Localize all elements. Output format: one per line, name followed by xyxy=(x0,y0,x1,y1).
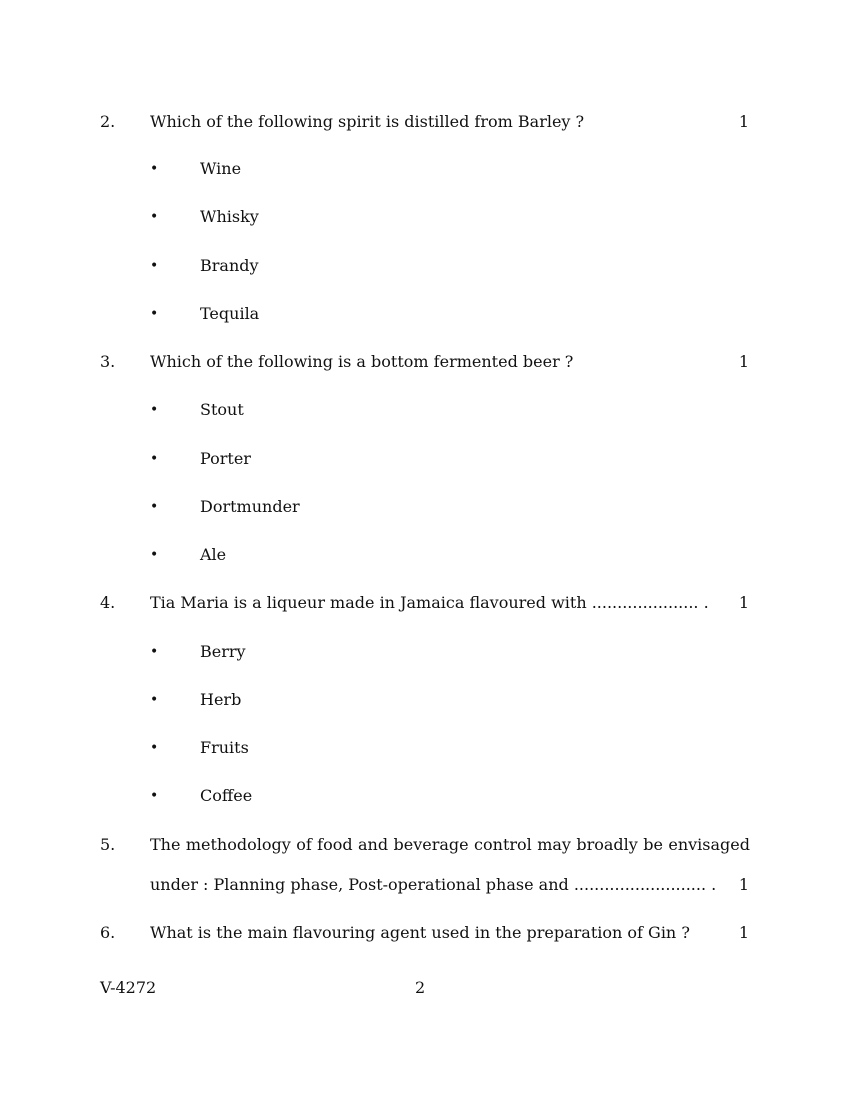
option-item: Wine xyxy=(200,159,242,178)
option-item: Brandy xyxy=(200,256,259,275)
bullet-icon: • xyxy=(150,740,159,756)
bullet-icon: • xyxy=(150,306,159,322)
bullet-icon: • xyxy=(150,258,159,274)
question-text: Which of the following is a bottom fermented beer ? xyxy=(150,352,574,371)
question-number: 5. xyxy=(100,835,116,854)
page-number: 2 xyxy=(415,978,426,997)
bullet-icon: • xyxy=(150,547,159,563)
question-marks: 1 xyxy=(738,923,749,942)
option-item: Dortmunder xyxy=(200,497,300,516)
option-item: Porter xyxy=(200,449,251,468)
question-number: 6. xyxy=(100,923,116,942)
option-item: Whisky xyxy=(200,207,259,226)
bullet-icon: • xyxy=(150,402,159,418)
bullet-icon: • xyxy=(150,692,159,708)
question-number: 3. xyxy=(100,352,116,371)
bullet-icon: • xyxy=(150,451,159,467)
option-item: Fruits xyxy=(200,738,249,757)
option-item: Herb xyxy=(200,690,242,709)
question-number: 4. xyxy=(100,593,116,612)
question-text: Which of the following spirit is distilled from Barley ? xyxy=(150,112,585,131)
bullet-icon: • xyxy=(150,499,159,515)
question-text: Tia Maria is a liqueur made in Jamaica flavoured with ..................... . xyxy=(150,593,709,612)
question-text: What is the main flavouring agent used in the preparation of Gin ? xyxy=(150,923,690,942)
question-text-line-1: The methodology of food and beverage control may broadly be envisaged xyxy=(150,835,750,854)
option-item: Stout xyxy=(200,400,244,419)
question-marks: 1 xyxy=(738,352,749,371)
paper-code: V-4272 xyxy=(100,978,157,997)
bullet-icon: • xyxy=(150,209,159,225)
question-marks: 1 xyxy=(738,112,749,131)
option-item: Ale xyxy=(200,545,227,564)
bullet-icon: • xyxy=(150,788,159,804)
option-item: Berry xyxy=(200,642,246,661)
option-item: Coffee xyxy=(200,786,253,805)
bullet-icon: • xyxy=(150,644,159,660)
question-marks: 1 xyxy=(738,593,749,612)
question-number: 2. xyxy=(100,112,116,131)
question-text-line-2: under : Planning phase, Post-operational phase and .......................... . xyxy=(150,875,717,894)
question-marks: 1 xyxy=(738,875,749,894)
bullet-icon: • xyxy=(150,161,159,177)
option-item: Tequila xyxy=(200,304,260,323)
